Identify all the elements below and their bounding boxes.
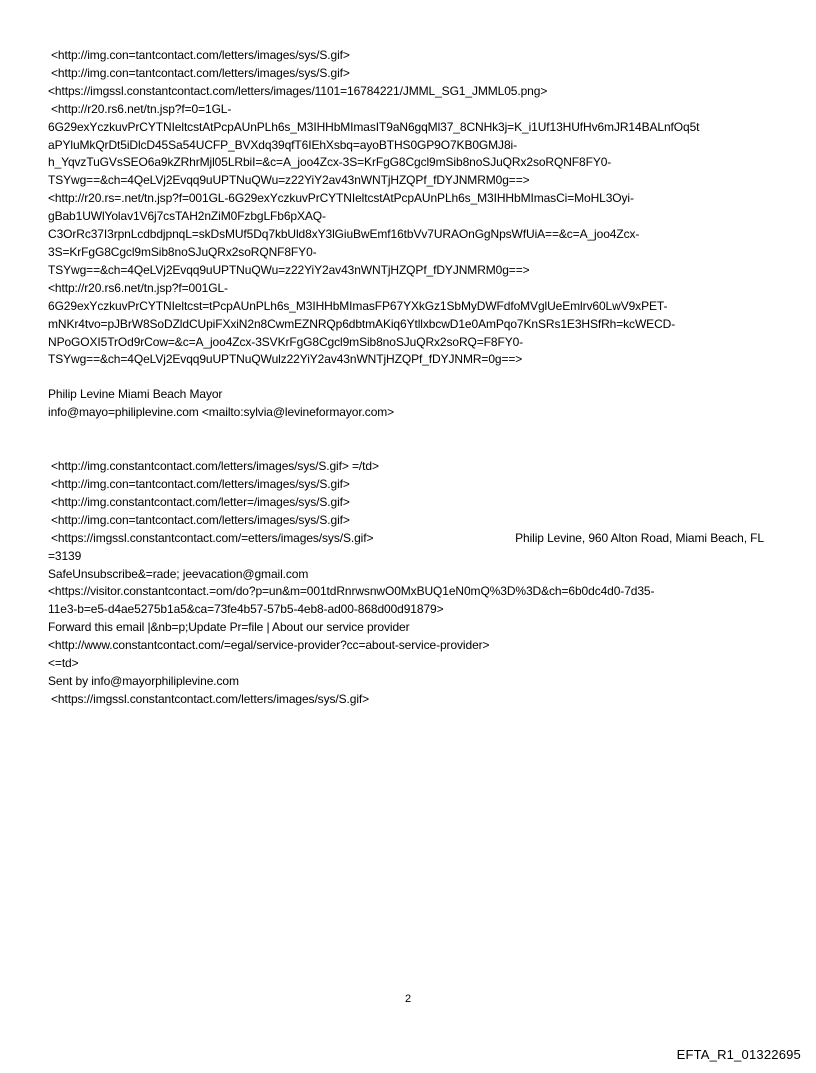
email-body <box>48 47 778 709</box>
link-line: <https://imgssl.constantcontact.com/=etters/images/sys/S.gif> <box>51 530 374 545</box>
link-line: 6G29exYczkuvPrCYTNIeltcstAtPcpAUnPLh6s_M3IHHbMImasIT9aN6gqMl37_8CNHk3j=K_i1Uf13HUfHv6mJR14BALnfOq5t <box>48 119 700 134</box>
link-line: TSYwg==&ch=4QeLVj2Evqq9uUPTNuQWu=z22YiY2av43nWNTjHZQPf_fDYJNMRM0g==> <box>48 173 530 188</box>
postal-address: Philip Levine, 960 Alton Road, Miami Beach, FL <box>515 530 764 545</box>
link-line: mNKr4tvo=pJBrW8SoDZldCUpiFXxiN2n8CwmEZNRQp6dbtmAKiq6YtllxbcwD1e0AmPqo7KnSRs1E3HSfRh=kcWECD- <box>48 316 676 331</box>
link-line: <http://img.constantcontact.com/letter=/images/sys/S.gif> <box>51 494 350 509</box>
document-id: EFTA_R1_01322695 <box>676 1047 801 1062</box>
link-line: <http://r20.rs6.net/tn.jsp?f=001GL- <box>48 280 228 295</box>
link-line: h_YqvzTuGVsSEO6a9kZRhrMjl05LRbiI=&c=A_joo4Zcx-3S=KrFgG8Cgcl9mSib8noSJuQRx2soRQNF8FY0- <box>48 155 612 170</box>
link-line: <https://imgssl.constantcontact.com/letters/images/sys/S.gif> <box>51 691 370 706</box>
sent-by-line: Sent by info@mayorphiliplevine.com <box>48 674 239 688</box>
address-row <box>48 530 778 548</box>
link-line: <https://visitor.constantcontact.=om/do?p=un&m=001tdRnrwsnwO0MxBUQ1eN0mQ%3D%3D&ch=6b0dc4d0-7d35- <box>48 584 655 599</box>
html-fragment: <=td> <box>48 656 79 671</box>
signature-contact: info@mayo=philiplevine.com <mailto:sylvia@levineformayor.com> <box>48 405 395 420</box>
link-line: <https://imgssl.constantcontact.com/letters/images/1101=16784221/JMML_SG1_JMML05.png> <box>48 83 548 98</box>
link-line: <http://r20.rs=.net/tn.jsp?f=001GL-6G29exYczkuvPrCYTNIeltcstAtPcpAUnPLh6s_M3IHHbMImasCi=MoHL3Oyi- <box>48 191 634 206</box>
link-line: <http://img.con=tantcontact.com/letters/images/sys/S.gif> <box>51 65 350 80</box>
link-line: 6G29exYczkuvPrCYTNIeltcst=tPcpAUnPLh6s_M3IHHbMImasFP67YXkGz1SbMyDWFdfoMVglUeEmlrv60LwV9xPET- <box>48 298 668 313</box>
spacer <box>48 369 778 386</box>
link-line: 3S=KrFgG8Cgcl9mSib8noSJuQRx2soRQNF8FY0- <box>48 244 317 259</box>
link-line: <http://img.con=tantcontact.com/letters/images/sys/S.gif> <box>51 48 350 62</box>
link-line: <http://img.con=tantcontact.com/letters/images/sys/S.gif> <box>51 477 350 492</box>
link-line: gBab1UWlYolav1V6j7csTAH2nZiM0FzbgLFb6pXAQ- <box>48 209 326 224</box>
link-line: TSYwg==&ch=4QeLVj2Evqq9uUPTNuQWu=z22YiY2av43nWNTjHZQPf_fDYJNMRM0g==> <box>48 262 530 277</box>
link-line: <http://r20.rs6.net/tn.jsp?f=0=1GL- <box>51 101 232 116</box>
unsubscribe-line: SafeUnsubscribe&=rade; jeevacation@gmail.com <box>48 566 309 581</box>
signature-name: Philip Levine Miami Beach Mayor <box>48 387 223 402</box>
link-line: C3OrRc37I3rpnLcdbdjpnqL=skDsMUf5Dq7kbUld8xY3lGiuBwEmf16tbVv7URAOnGgNpsWfUiA==&c=A_joo4Zcx- <box>48 227 640 242</box>
link-line: aPYluMkQrDt5iDlcD45Sa54UCFP_BVXdq39qfT6IEhXsbq=ayoBTHS0GP9O7KB0GMJ8i- <box>48 137 517 152</box>
spacer <box>48 422 778 458</box>
link-line: 11e3-b=e5-d4ae5275b1a5&ca=73fe4b57-57b5-4eb8-ad00-868d00d91879> <box>48 602 444 617</box>
footer-links-line: Forward this email |&nb=p;Update Pr=file | About our service provider <box>48 620 410 635</box>
link-line: <http://img.constantcontact.com/letters/images/sys/S.gif> =/td> <box>51 459 379 474</box>
page-number: 2 <box>404 993 412 1005</box>
link-line: NPoGOXI5TrOd9rCow=&c=A_joo4Zcx-3SVKrFgG8Cgcl9mSib8noSJuQRx2soRQ=F8FY0- <box>48 334 524 349</box>
address-continuation: =3139 <box>48 548 82 563</box>
link-line: <http://img.con=tantcontact.com/letters/images/sys/S.gif> <box>51 512 350 527</box>
link-line: <http://www.constantcontact.com/=egal/service-provider?cc=about-service-provider> <box>48 638 490 653</box>
link-line: TSYwg==&ch=4QeLVj2Evqq9uUPTNuQWulz22YiY2av43nWNTjHZQPf_fDYJNMR=0g==> <box>48 352 523 367</box>
